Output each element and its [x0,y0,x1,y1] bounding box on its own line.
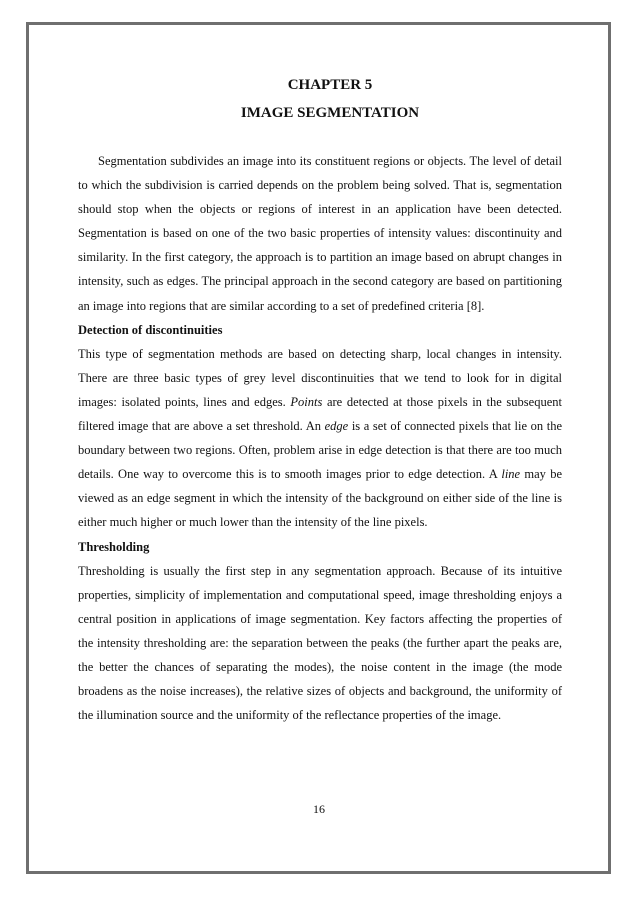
chapter-title: IMAGE SEGMENTATION [240,105,420,121]
thresholding-paragraph: Thresholding is usually the first step in any segmentation approach. Because of its intuitive properties, simplicity of implementation and computational speed, image thresholding enjoys a central position in applications of image segmentation. Key factors affecting the properties of the intensity thresholding are: the separation between the peaks (the further apart the peaks are, the better the chances of separating the modes), the noise content in the image (the mode broadens as the noise increases), the relative sizes of objects and background, the uniformity of the illumination source and the uniformity of the reflectance properties of the image. [78,563,562,723]
intro-paragraph: Segmentation subdivides an image into its constituent regions or objects. The level of detail to which the subdivision is carried depends on the problem being solved. That is, segmentation should stop when the objects or regions of interest in an application have been detected. Segmentation is based on one of the two basic properties of intensity values: discontinuity and similarity. In the first category, the approach is to partition an image based on abrupt changes in intensity, such as edges. The principal approach in the second category are based on partitioning an image into regions that are similar according to a set of predefined criteria [8]. [78,154,562,313]
discontinuities-paragraph [78,342,562,535]
section-heading-discontinuities: Detection of discontinuities [78,322,223,337]
text-run: are detected at those pixels in the subsequent filtered image that are above a set threshold. An [78,394,562,434]
section-heading-thresholding: Thresholding [78,539,150,554]
italic-term-line: line [501,467,521,482]
page-number: 16 [313,802,325,816]
text-run: This type of segmentation methods are based on detecting sharp, local changes in intensity. There are three basic types of grey level discontinuities that we tend to look for in digital images: isolated points, lines and edges. [78,346,562,409]
italic-term-points: Points [290,394,323,409]
text-run: is a set of connected pixels that lie on the boundary between two regions. Often, problem arise in edge detection is that there are too much details. One way to overcome this is to smooth images prior to edge detection. A [78,419,562,482]
italic-term-edge: edge [324,419,349,434]
text-run: may be viewed as an edge segment in which the intensity of the background on either side of the line is either much higher or much lower than the intensity of the line pixels. [78,467,562,530]
chapter-number: CHAPTER 5 [287,77,373,93]
body-text [78,149,562,727]
